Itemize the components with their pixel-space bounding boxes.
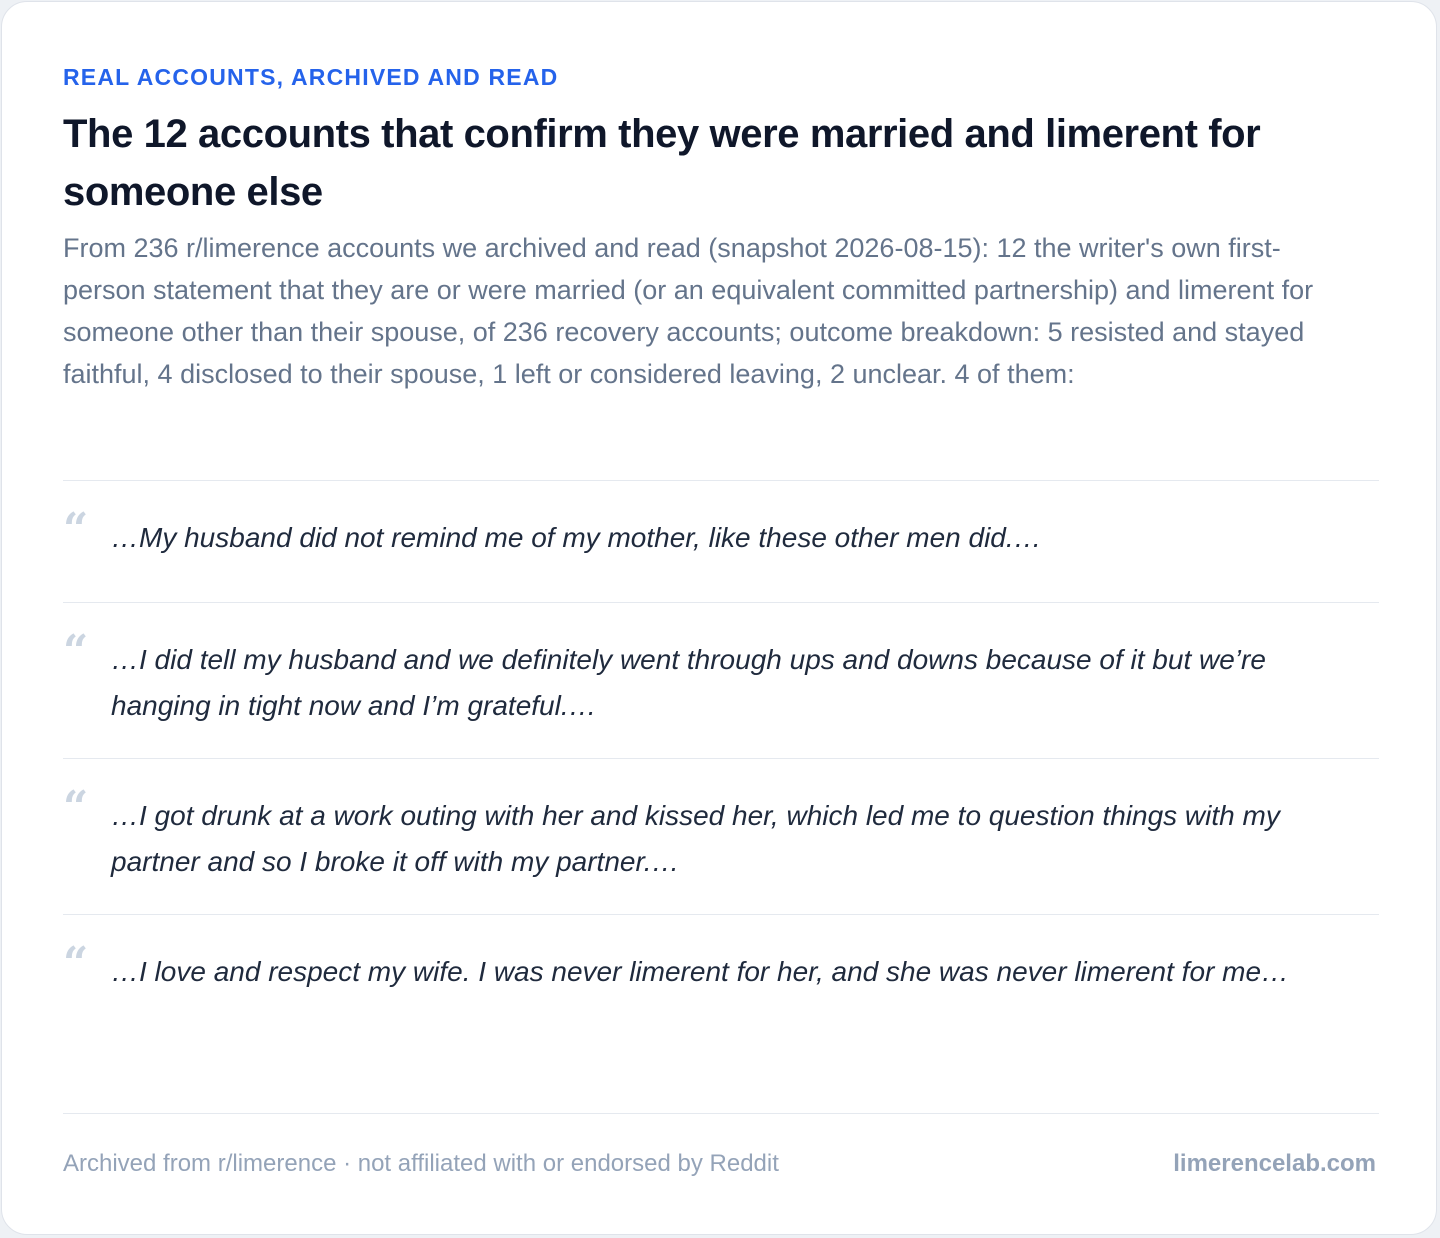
- quote-card: [1, 1, 1437, 1235]
- quote-text: …I love and respect my wife. I was never limerent for her, and she was never limerent for me…: [111, 956, 1290, 987]
- quote-mark-icon: “: [63, 504, 89, 555]
- quote-mark-icon: “: [63, 782, 89, 833]
- quote-mark-icon: “: [63, 938, 89, 989]
- quote-text: …I got drunk at a work outing with her and kissed her, which led me to question things with my partner and so I broke it off with my partner.…: [111, 800, 1280, 877]
- footer-brand: limerencelab.com: [1173, 1150, 1376, 1177]
- footer-divider: [63, 1113, 1379, 1114]
- divider: [63, 758, 1379, 759]
- divider: [63, 914, 1379, 915]
- page-title: The 12 accounts that confirm they were married and limerent for someone else: [63, 112, 1261, 214]
- quote-mark-icon: “: [63, 626, 89, 677]
- quote-text: …My husband did not remind me of my mother, like these other men did.…: [111, 522, 1042, 553]
- divider: [63, 602, 1379, 603]
- divider: [63, 480, 1379, 481]
- footer-disclaimer: Archived from r/limerence · not affiliated with or endorsed by Reddit: [63, 1150, 779, 1177]
- eyebrow-label: REAL ACCOUNTS, ARCHIVED AND READ: [63, 64, 559, 90]
- quote-text: …I did tell my husband and we definitely went through ups and downs because of it but we’re hanging in tight now and I’m grateful.…: [111, 644, 1266, 721]
- intro-paragraph: From 236 r/limerence accounts we archived and read (snapshot 2026-08-15): 12 the writer's own first-person statement that they are or were married (or an equivalent committed partnership) and limerent for someone other than their spouse, of 236 recovery accounts; outcome breakdown: 5 resisted and stayed faithful, 4 disclosed to their spouse, 1 left or considered leaving, 2 unclear. 4 of them:: [63, 233, 1314, 389]
